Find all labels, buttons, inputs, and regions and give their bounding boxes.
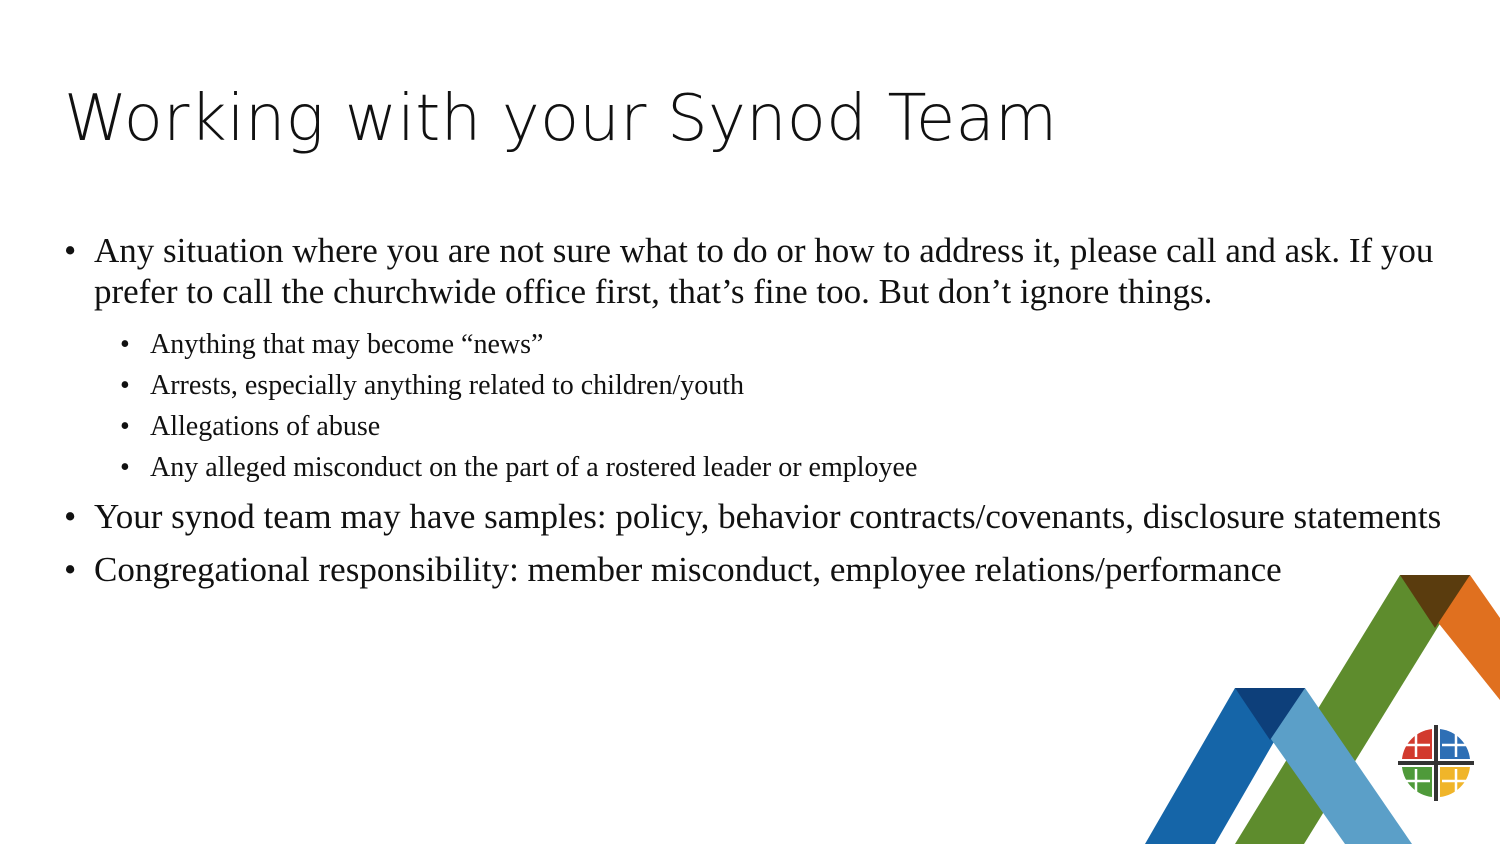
- sub-bullet-item: [120, 365, 1444, 406]
- bullet-item: [64, 230, 1444, 312]
- bullet-text: Congregational responsibility: member misconduct, employee relations/performance: [94, 550, 1282, 589]
- sub-bullet-item: [120, 447, 1444, 488]
- bullet-marker: •: [64, 231, 77, 270]
- sub-bullet-text: Anything that may become “news”: [150, 329, 544, 360]
- bullet-marker: •: [64, 497, 77, 536]
- cross-emblem-icon: [1398, 725, 1474, 801]
- bullet-item: [64, 496, 1444, 537]
- sub-bullet-list: [120, 324, 1444, 488]
- bullet-marker: •: [120, 329, 130, 360]
- bullet-marker: •: [120, 411, 130, 442]
- bullet-list: [64, 230, 1444, 602]
- bullet-text: Your synod team may have samples: policy, behavior contracts/covenants, disclosure statements: [94, 497, 1442, 536]
- sub-bullet-text: Any alleged misconduct on the part of a rostered leader or employee: [150, 452, 918, 483]
- bullet-marker: •: [120, 452, 130, 483]
- bullet-text: Any situation where you are not sure what to do or how to address it, please call and ask. If you prefer to call the churchwide office first, that’s fine too. But don’t ignore things.: [94, 231, 1434, 311]
- brand-graphic: [1100, 570, 1500, 844]
- bullet-marker: •: [64, 550, 77, 589]
- sub-bullet-item: [120, 406, 1444, 447]
- slide-title: Working with your Synod Team: [64, 82, 1058, 156]
- sub-bullet-text: Allegations of abuse: [150, 411, 381, 442]
- sub-bullet-text: Arrests, especially anything related to children/youth: [150, 370, 745, 401]
- bullet-marker: •: [120, 370, 130, 401]
- sub-bullet-item: [120, 324, 1444, 365]
